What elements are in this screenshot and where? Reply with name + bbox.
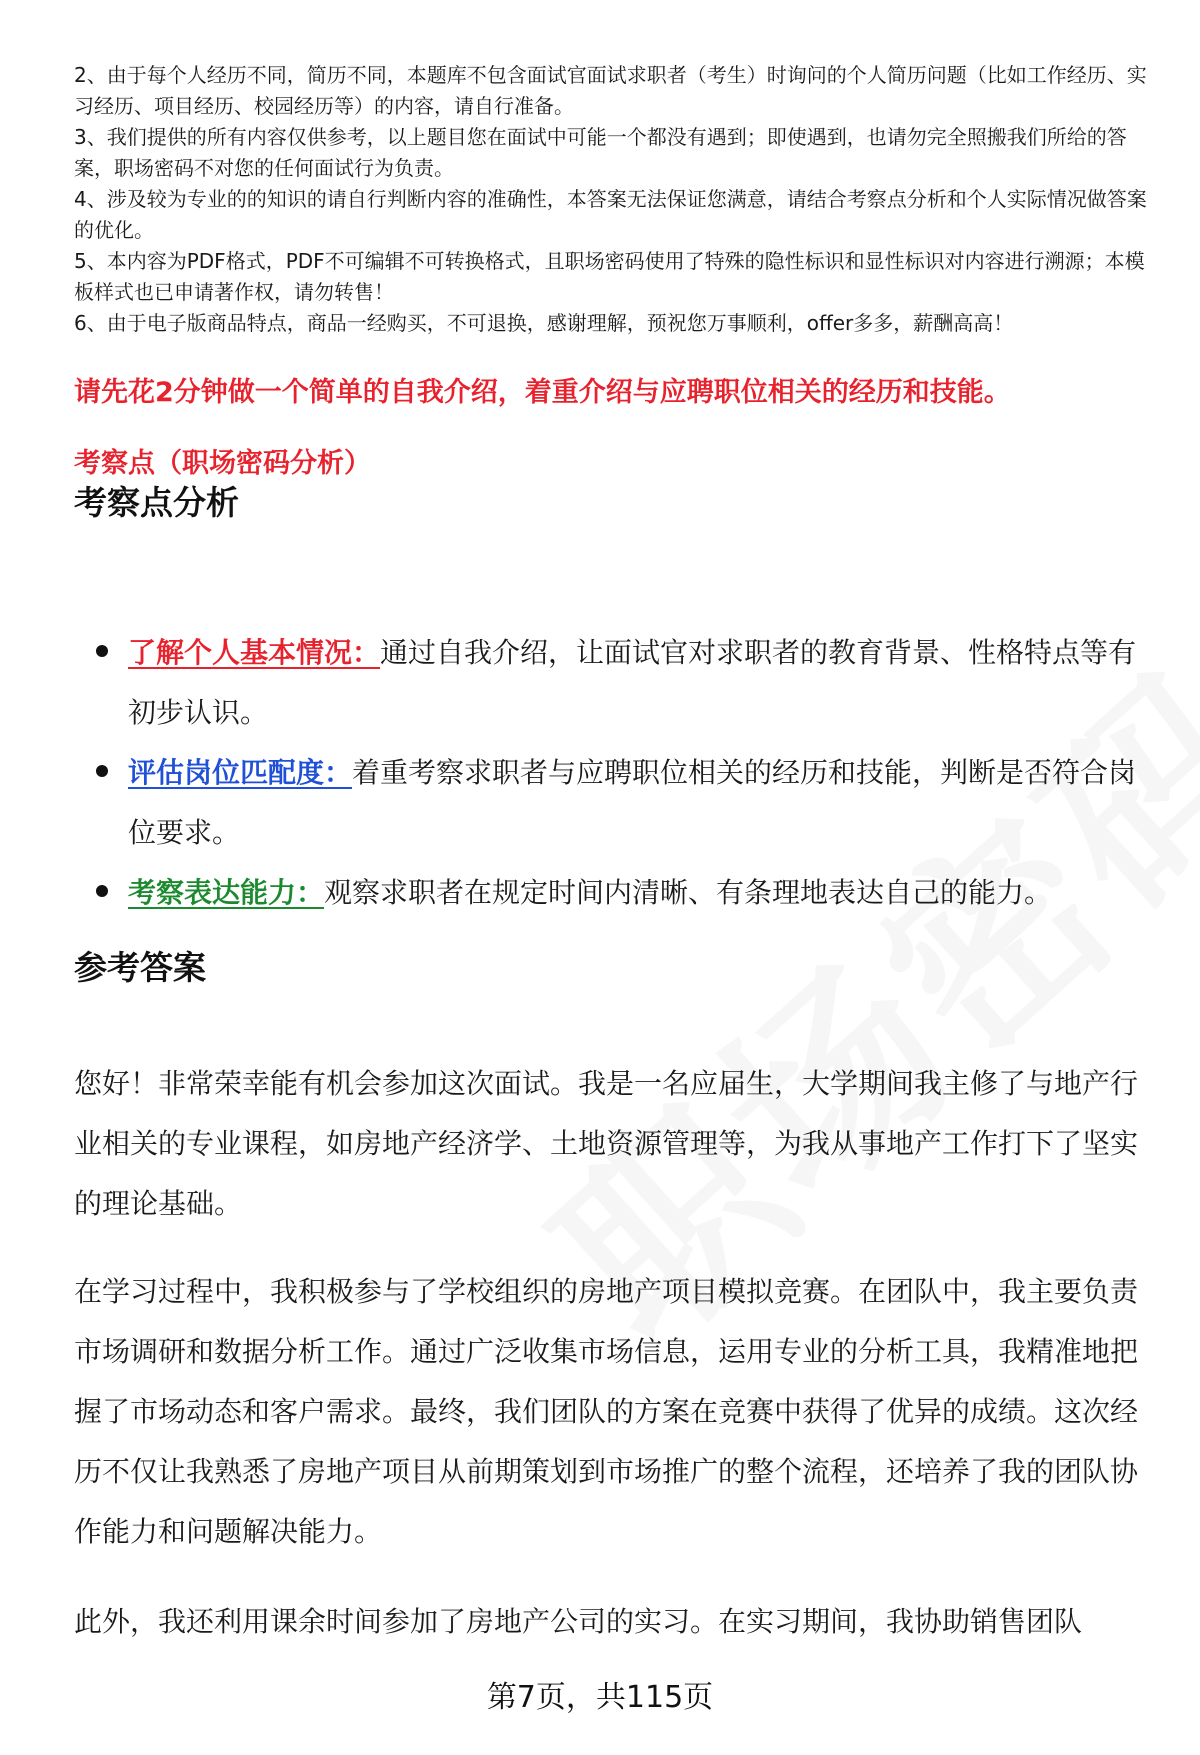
list-item [96,743,1146,863]
list-item [96,623,1146,743]
note-item: 3、我们提供的所有内容仅供参考，以上题目您在面试中可能一个都没有遇到；即使遇到，也请勿完全照搬我们所给的答案，职场密码不对您的任何面试行为负责。 [74,125,1127,180]
answer-paragraph: 您好！非常荣幸能有机会参加这次面试。我是一名应届生，大学期间我主修了与地产行业相关的专业课程，如房地产经济学、土地资源管理等，为我从事地产工作打下了坚实的理论基础。 [74,1067,1139,1220]
disclaimer-notes [74,60,1154,339]
kaocha-label: 考察点（职场密码分析） [74,448,371,479]
page-number: 第7页，共115页 [486,1680,714,1715]
answer-paragraph: 此外，我还利用课余时间参加了房地产公司的实习。在实习期间，我协助销售团队 [74,1605,1083,1638]
answer-heading: 参考答案 [74,948,206,987]
point-text: 着重考察求职者与应聘职位相关的经历和技能，判断是否符合岗位要求。 [128,756,1137,849]
analysis-heading: 考察点分析 [74,483,239,522]
analysis-points [96,623,1146,923]
note-item: 4、涉及较为专业的的知识的请自行判断内容的准确性，本答案无法保证您满意，请结合考察点分析和个人实际情况做答案的优化。 [74,187,1147,242]
point-keyword: 了解个人基本情况： [128,636,381,669]
point-text: 通过自我介绍，让面试官对求职者的教育背景、性格特点等有初步认识。 [128,636,1137,729]
note-item: 2、由于每个人经历不同，简历不同，本题库不包含面试官面试求职者（考生）时询问的个人简历问题（比如工作经历、实习经历、项目经历、校园经历等）的内容，请自行准备。 [74,63,1147,118]
list-item [96,863,1146,923]
answer-paragraph: 在学习过程中，我积极参与了学校组织的房地产项目模拟竞赛。在团队中，我主要负责市场调研和数据分析工作。通过广泛收集市场信息，运用专业的分析工具，我精准地把握了市场动态和客户需求。最终，我们团队的方案在竞赛中获得了优异的成绩。这次经历不仅让我熟悉了房地产项目从前期策划到市场推广的整个流程，还培养了我的团队协作能力和问题解决能力。 [74,1275,1139,1548]
note-item: 6、由于电子版商品特点，商品一经购买，不可退换，感谢理解，预祝您万事顺利，offer多多，薪酬高高！ [74,311,1014,335]
point-keyword: 考察表达能力： [128,876,325,909]
note-item: 5、本内容为PDF格式，PDF不可编辑不可转换格式，且职场密码使用了特殊的隐性标识和显性标识对内容进行溯源；本模板样式也已申请著作权，请勿转售！ [74,249,1145,304]
point-text: 观察求职者在规定时间内清晰、有条理地表达自己的能力。 [324,876,1053,909]
point-keyword: 评估岗位匹配度： [128,756,353,789]
question-title: 请先花2分钟做一个简单的自我介绍，着重介绍与应聘职位相关的经历和技能。 [74,377,1011,408]
